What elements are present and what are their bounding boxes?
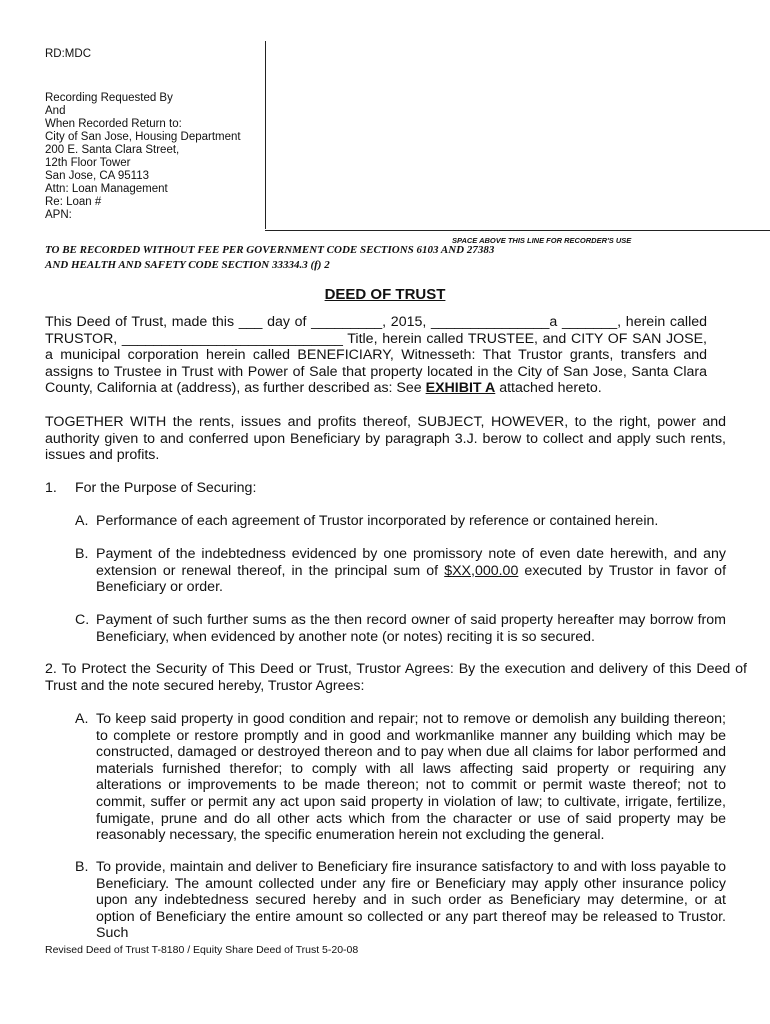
section-1a-text: Performance of each agreement of Trustor incorporated by reference or contained herein. xyxy=(96,513,659,529)
recorder-space-label: SPACE ABOVE THIS LINE FOR RECORDER'S USE xyxy=(452,236,632,245)
section-2a-text: To keep said property in good condition and repair; not to remove or demolish any building thereon; to complete or restore promptly and in good and workmanlike manner any building which may be constructed, damaged or destroyed thereon and to pay when due all claims for labor performed and materials furnished therefor; to comply with all laws affecting said property or requiring any alterations or improvements to be made thereon; not to commit or permit waste thereof; not to commit, suffer or permit any act upon said property in violation of law; to cultivate, irrigate, fertilize, fumigate, prune and do all other acts which from the character or use of said property may be reasonably necessary, the specific enumeration herein not excluding the general. xyxy=(96,711,726,844)
principal-amount: $XX,000.00 xyxy=(444,562,519,579)
recording-line: Re: Loan # xyxy=(45,196,102,208)
section-1c-marker: C. xyxy=(75,612,90,628)
recording-line: APN: xyxy=(45,209,72,221)
page-footer: Revised Deed of Trust T-8180 / Equity Share Deed of Trust 5-20-08 xyxy=(45,944,359,956)
recording-line: 12th Floor Tower xyxy=(45,157,131,169)
record-notice-line-1: TO BE RECORDED WITHOUT FEE PER GOVERNMENT CODE SECTIONS 6103 AND 27383 xyxy=(45,244,495,256)
recording-line: And xyxy=(45,105,66,117)
section-2b-marker: B. xyxy=(75,859,89,875)
record-notice-line-2: AND HEALTH AND SAFETY CODE SECTION 33334.3 (f) 2 xyxy=(45,259,330,271)
recording-line: 200 E. Santa Clara Street, xyxy=(45,144,180,156)
section-2a-marker: A. xyxy=(75,711,89,727)
exhibit-reference: EXHIBIT A xyxy=(425,380,496,397)
recording-line: Recording Requested By xyxy=(45,92,173,104)
intro-paragraph: This Deed of Trust, made this ___ day of _________, 2015, _______________a _______, herein called TRUSTOR, ____________________________ Title, herein called TRUSTEE, and CITY OF SAN JOSE, a municipal corporation herein called BENEFICIARY, Witnesseth: That Trustor grants, transfers and assigns to Trustee in Trust with Power of Sale that property located in the City of San Jose, Santa Clara County, California at (address), as further described as: See EXHIBIT A attached hereto. xyxy=(45,314,707,397)
document-title: DEED OF TRUST xyxy=(324,286,446,303)
section-1c-text: Payment of such further sums as the then record owner of said property hereafter may borrow from Beneficiary, when evidenced by another note (or notes) reciting it is so secured. xyxy=(96,612,726,645)
recording-line: City of San Jose, Housing Department xyxy=(45,131,241,143)
recorder-space-rule xyxy=(265,230,770,231)
recording-line: San Jose, CA 95113 xyxy=(45,170,149,182)
recording-line: When Recorded Return to: xyxy=(45,118,182,130)
section-1-heading: For the Purpose of Securing: xyxy=(75,480,257,496)
section-2b-text: To provide, maintain and deliver to Beneficiary fire insurance satisfactory to and with loss payable to Beneficiary. The amount collected under any fire or Beneficiary may apply other insurance policy upon any indebtedness secured hereby and in such order as Beneficiary may determine, or at option of Beneficiary the entire amount so collected or any part thereof may be released to Trustor. Such xyxy=(96,859,726,942)
section-1b-text: Payment of the indebtedness evidenced by one promissory note of even date herewith, and any extension or renewal thereof, in the principal sum of $XX,000.00 executed by Trustor in favor of Beneficiary or order. xyxy=(96,546,727,596)
section-1b-marker: B. xyxy=(75,546,89,562)
section-2-intro: 2. To Protect the Security of This Deed or Trust, Trustor Agrees: By the execution and delivery of this Deed of Trust and the note secured hereby, Trustor Agrees: xyxy=(45,661,747,694)
section-1-number: 1. xyxy=(45,480,57,496)
header-vertical-rule xyxy=(265,41,266,229)
together-with-paragraph: TOGETHER WITH the rents, issues and profits thereof, SUBJECT, HOWEVER, to the right, power and authority given to and conferred upon Beneficiary by paragraph 3.J. berow to collect and apply such rents, issues and profits. xyxy=(45,414,726,464)
section-1a-marker: A. xyxy=(75,513,89,529)
recording-line: Attn: Loan Management xyxy=(45,183,168,195)
rd-code: RD:MDC xyxy=(45,48,91,60)
